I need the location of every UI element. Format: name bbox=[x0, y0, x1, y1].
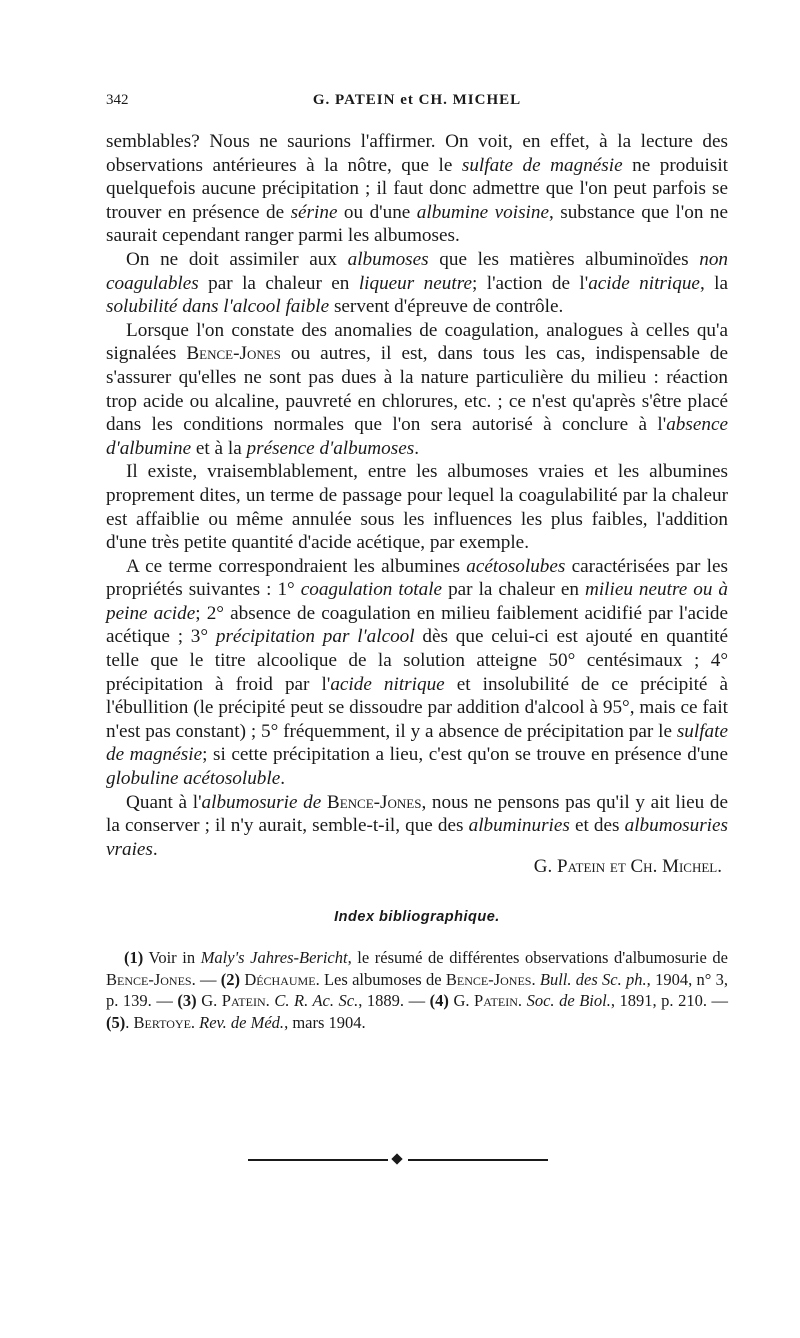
article-body bbox=[106, 130, 728, 879]
bibliography-list: (1) Voir in Maly's Jahres-Bericht, le résumé de différentes observations d'albumosurie de Bence-Jones. — (2) Déchaume. Les albumoses de Bence-Jones. Bull. des Sc. ph., 1904, n° 3, p. 139. — (3) G. Patein. C. R. Ac. Sc., 1889. — (4) G. Patein. Soc. de Biol., 1891, p. 210. — (5). Bertoye. Rev. de Méd., mars 1904. bbox=[106, 948, 729, 1032]
author-name: Bence-Jones bbox=[186, 343, 281, 365]
page-number: 342 bbox=[106, 92, 129, 108]
paragraph-2: On ne doit assimiler aux albumoses que les matières albuminoïdes non coagulables par la chaleur en liqueur neutre; l'action de l'acide nitrique, la solubilité dans l'alcool faible servent d'épreuve de contrôle. bbox=[106, 248, 729, 318]
ref-number: (3) bbox=[177, 991, 197, 1010]
paragraph-5: A ce terme correspondraient les albumines acétosolubes caractérisées par les propriétés suivantes : 1° coagulation totale par la chaleur en milieu neutre ou à peine acide; 2° absence de coagulation en milieu faiblement acidifié par l'acide acétique ; 3° précipitation par l'alcool dès que celui-ci est ajouté en quantité telle que le titre alcoolique de la solution atteigne 50° centésimaux ; 4° précipitation à froid par l'acide nitrique et insolubilité de ce précipité à l'ébullition (le précipité peut se dissoudre par addition d'alcool à 95°, mais ce fait n'est pas constant) ; 5° fréquemment, il y a absence de précipitation par le sulfate de magnésie; si cette précipitation a lieu, c'est qu'on se trouve en présence d'une globuline acétosoluble. bbox=[106, 555, 729, 790]
running-head bbox=[106, 92, 728, 116]
divider-line-left bbox=[248, 1159, 388, 1161]
author-signature: G. Patein et Ch. Michel. bbox=[533, 856, 722, 878]
paragraph-1: semblables? Nous ne saurions l'affirmer. On voit, en effet, à la lecture des observations antérieures à la nôtre, que le sulfate de magnésie ne produisit quelquefois aucune précipitation ; il faut donc admettre que l'on peut parfois se trouver en présence de sérine ou d'une albumine voisine, substance que l'on ne saurait cependant ranger parmi les albumoses. bbox=[106, 131, 728, 247]
divider-line-right bbox=[408, 1159, 548, 1161]
section-divider bbox=[248, 1154, 548, 1166]
ref-number: (1) bbox=[124, 948, 144, 967]
paragraph-6: Quant à l'albumosurie de Bence-Jones, nous ne pensons pas qu'il y ait lieu de la conserver ; il n'y aurait, semble-t-il, que des albuminuries et des albumosuries vraies. bbox=[106, 791, 728, 860]
paragraph-4: Il existe, vraisemblablement, entre les albumoses vraies et les albumines proprement dites, un terme de passage pour lequel la coagulabilité par la chaleur est affaiblie ou même annulée sous les influences les plus faibles, l'addition d'une très petite quantité d'acide acétique, par exemple. bbox=[106, 461, 728, 554]
ref-number: (4) bbox=[429, 991, 449, 1010]
paragraph-3: Lorsque l'on constate des anomalies de coagulation, analogues à celles qu'a signalées Bence-Jones ou autres, il est, dans tous les cas, indispensable de s'assurer qu'elles ne sont pas dues à la nature particulière du milieu : réaction trop acide ou alcaline, pauvreté en chlorures, etc. ; ce n'est qu'après s'être placé dans les conditions normales que l'on sera autorisé à conclure à l'absence d'albumine et à la présence d'albumoses. bbox=[106, 319, 728, 459]
diamond-ornament-icon bbox=[391, 1153, 402, 1164]
bibliography-heading: Index bibliographique. bbox=[334, 909, 500, 925]
journal-page bbox=[106, 92, 728, 1033]
running-title: G. PATEIN et CH. MICHEL bbox=[312, 92, 522, 108]
author-name: Bence-Jones bbox=[326, 791, 422, 813]
ref-number: (5) bbox=[106, 1012, 126, 1032]
ref-number: (2) bbox=[220, 969, 241, 989]
